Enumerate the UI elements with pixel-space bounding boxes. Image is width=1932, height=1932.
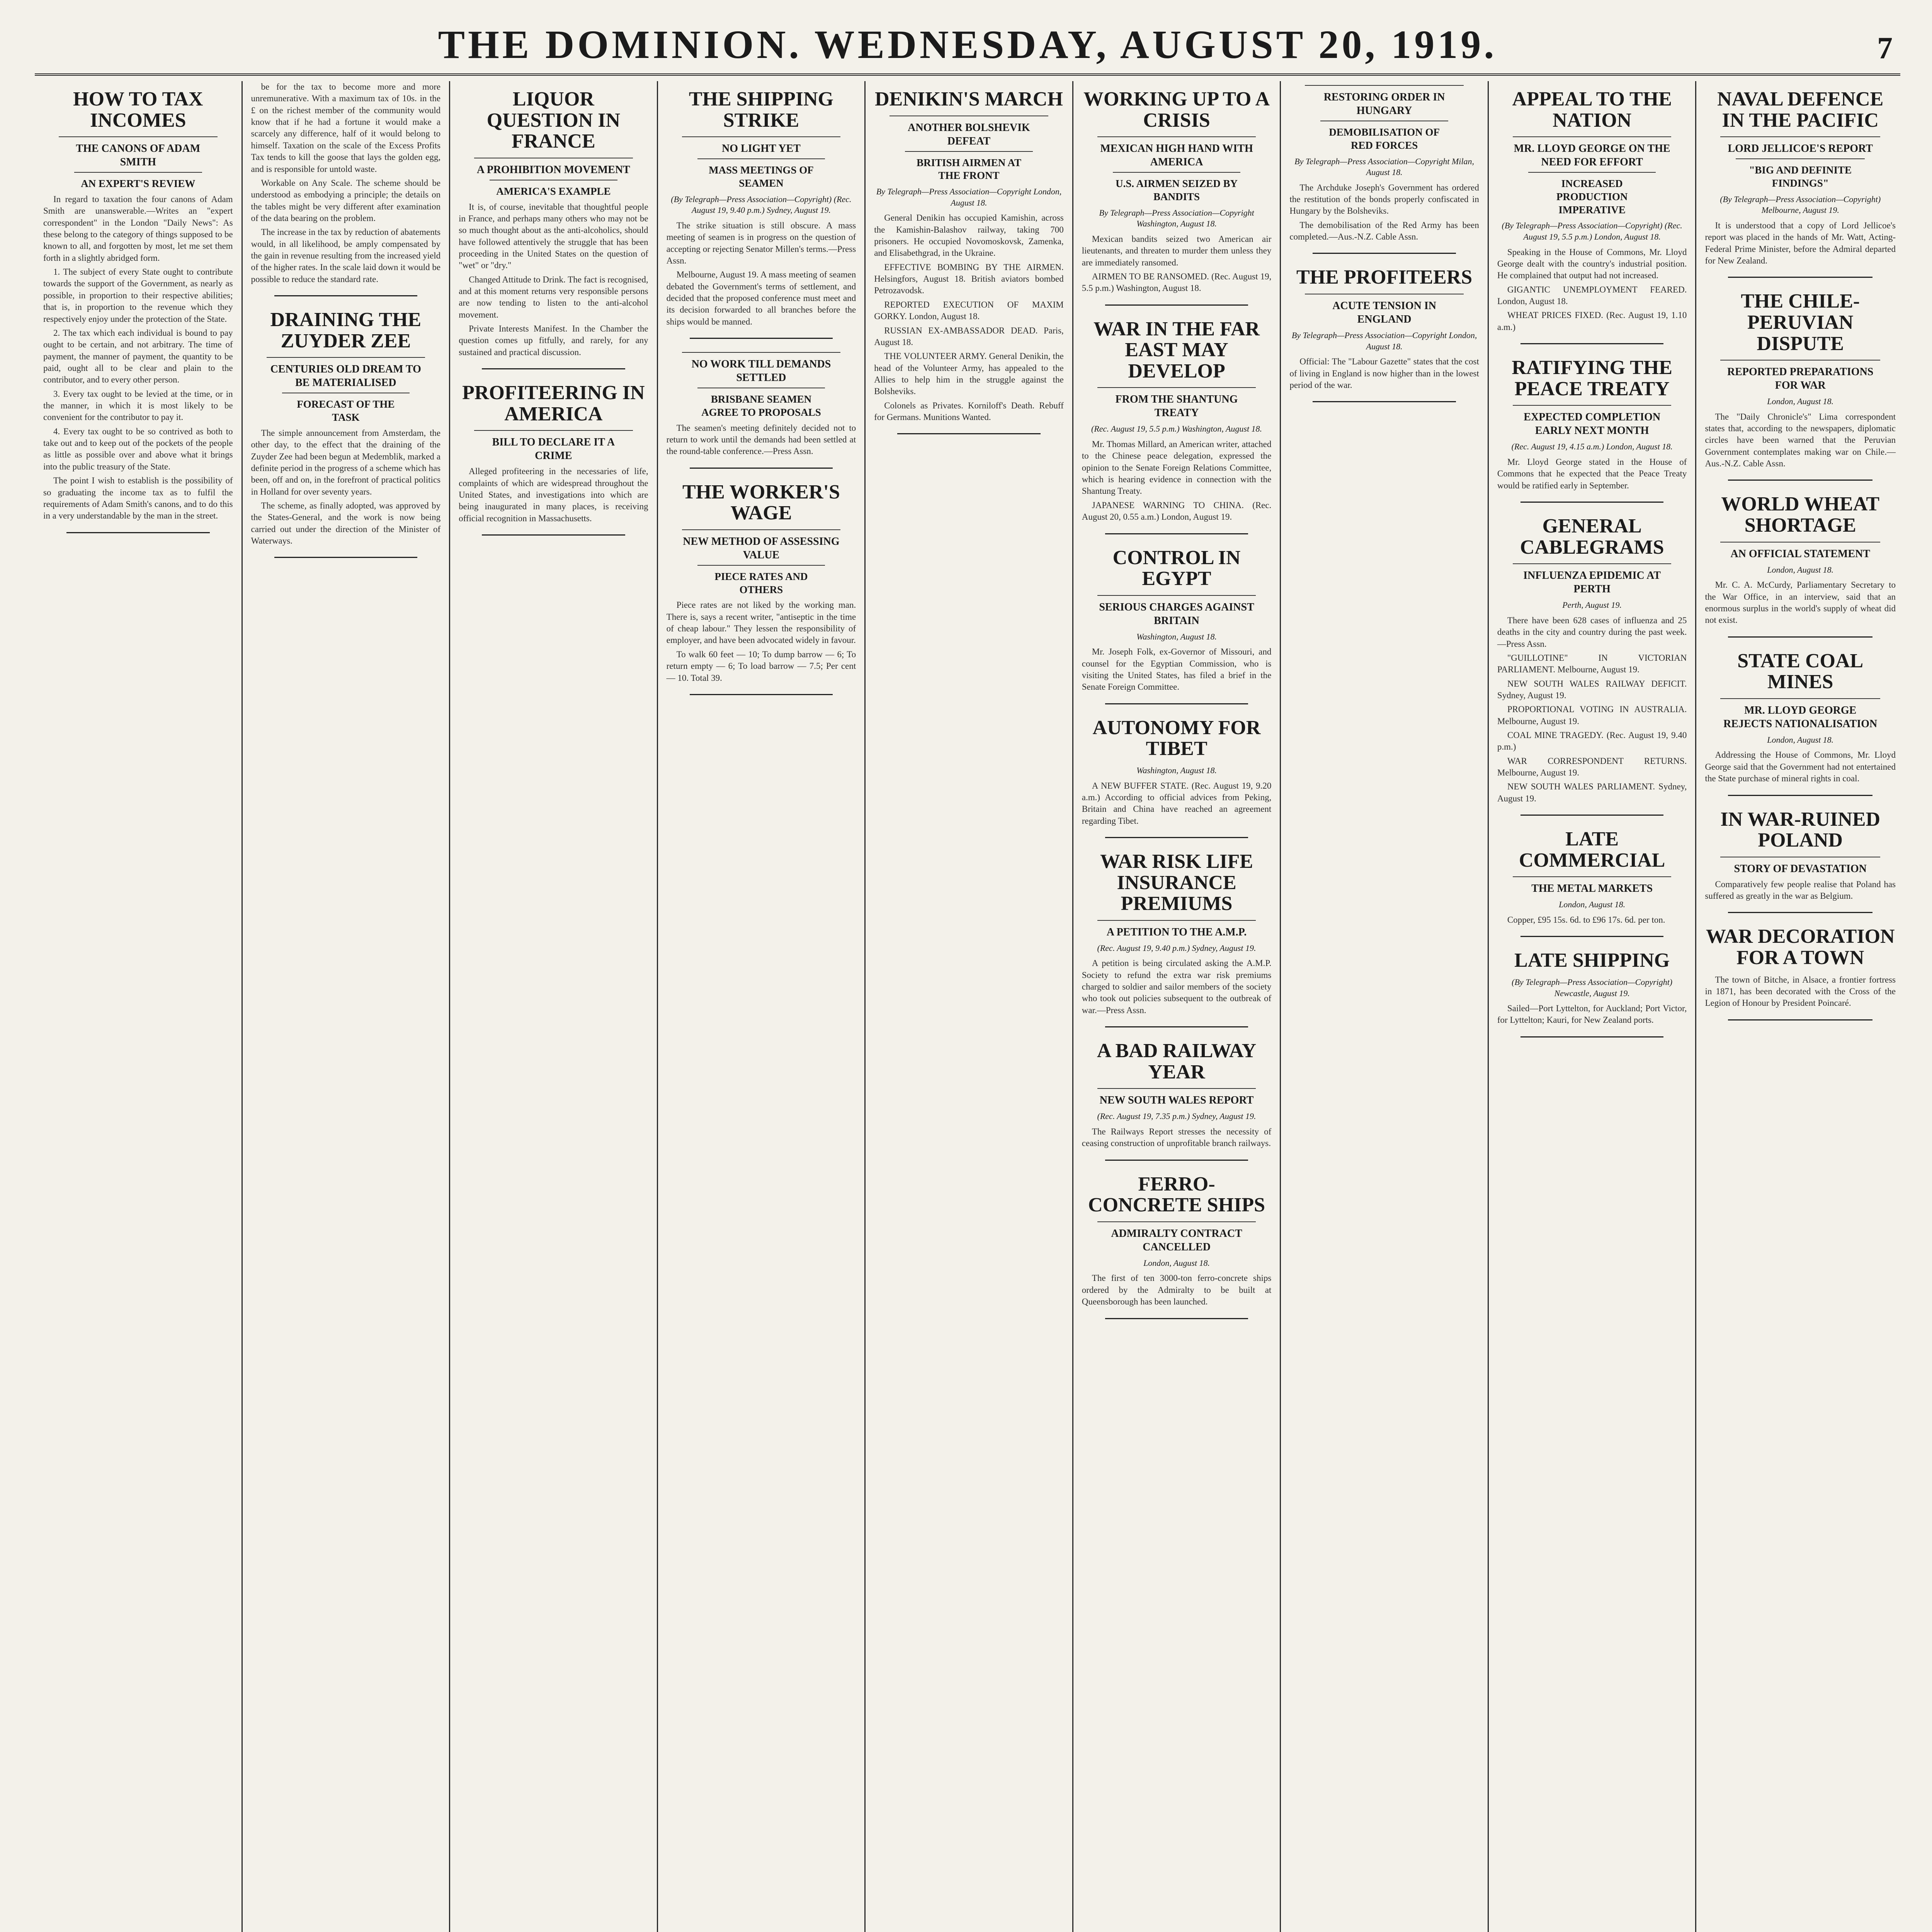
article-headline: THE SHIPPING STRIKE — [689, 88, 834, 131]
article-subheading: FROM THE SHANTUNG TREATY — [1097, 387, 1256, 420]
column-4 — [658, 81, 866, 1932]
article-headline: WORLD WHEAT SHORTAGE — [1721, 493, 1880, 537]
article-body — [1082, 233, 1272, 294]
column-9 — [1696, 81, 1904, 1932]
article-paragraph: RUSSIAN EX-AMBASSADOR DEAD. Paris, August 18. — [874, 325, 1064, 347]
article-headline: THE CHILE-PERUVIAN DISPUTE — [1741, 290, 1860, 355]
article-subheading: PIECE RATES AND OTHERS — [697, 565, 825, 597]
article-body — [1497, 914, 1687, 926]
article-paragraph: Alleged profiteering in the necessaries of life, complaints of which are widespread throughout the United States, and investigations into which are being inaugurated in many places, is receiving official recognition in Massachusetts. — [459, 466, 648, 523]
article-headline: IN WAR-RUINED POLAND — [1720, 808, 1881, 852]
article-subheading: ANOTHER BOLSHEVIK DEFEAT — [889, 116, 1048, 148]
article-body — [1289, 356, 1479, 391]
article-paragraph: Copper, £95 15s. 6d. to £96 17s. 6d. per ton. — [1507, 915, 1665, 925]
article-headline: PROFITEERING IN AMERICA — [462, 382, 645, 425]
article-dateline: Perth, August 19. — [1562, 600, 1622, 610]
article — [1705, 291, 1896, 481]
article-body — [1705, 974, 1896, 1009]
article-headline: THE PROFITEERS — [1296, 266, 1473, 289]
article — [1082, 89, 1272, 306]
article-divider — [274, 295, 418, 296]
article-divider — [1105, 1318, 1248, 1319]
article-body — [1082, 646, 1272, 693]
article-dateline: (By Telegraph—Press Association—Copyright) Melbourne, August 19. — [1720, 194, 1881, 215]
article-dateline: (Rec. August 19, 9.40 p.m.) Sydney, August 19. — [1097, 943, 1256, 953]
article-dateline: (Rec. August 19, 5.5 p.m.) Washington, August 18. — [1091, 424, 1262, 434]
article-paragraph: The Archduke Joseph's Government has ordered the restitution of the bonds properly confiscated in Hungary by the Bolsheviks. — [1289, 182, 1479, 216]
article-paragraph: It is, of course, inevitable that thoughtful people in France, and perhaps many others who may not be so much thought about as the anti-alcoholics, should have followed attentively the struggle that has been proceeding in the United States on the question of "wet" or "dry." — [459, 202, 648, 270]
article-headline: HOW TO TAX INCOMES — [73, 88, 203, 131]
article-dateline: London, August 18. — [1767, 565, 1834, 575]
article — [667, 482, 856, 695]
article-paragraph: EFFECTIVE BOMBING BY THE AIRMEN. Helsingfors, August 18. British aviators bombed Petrozavodsk. — [874, 262, 1064, 296]
article-divider — [1105, 1160, 1248, 1161]
article-body — [43, 194, 233, 522]
article — [667, 352, 856, 469]
article-headline: NAVAL DEFENCE IN THE PACIFIC — [1717, 88, 1884, 131]
article-paragraph: The "Daily Chronicle's" Lima correspondent states that, according to the newspapers, diplomatic circles have been warned that the Peruvian Government contemplates making war on Chile.—Aus.-N.Z. Cable Assn. — [1705, 412, 1896, 469]
article-divider — [690, 468, 833, 469]
article-paragraph: REPORTED EXECUTION OF MAXIM GORKY. London, August 18. — [874, 299, 1064, 321]
article — [1497, 516, 1687, 816]
article — [667, 89, 856, 339]
article-body — [1705, 879, 1896, 902]
article — [1289, 85, 1479, 254]
article-divider — [897, 433, 1041, 434]
article-subheading: INCREASED PRODUCTION IMPERATIVE — [1528, 172, 1656, 216]
article-paragraph: NEW SOUTH WALES RAILWAY DEFICIT. Sydney, August 19. — [1497, 679, 1687, 700]
article-body — [1082, 780, 1272, 827]
article-subheading: NEW SOUTH WALES REPORT — [1097, 1088, 1256, 1107]
article-divider — [690, 338, 833, 339]
article-paragraph: Mr. Joseph Folk, ex-Governor of Missouri, and counsel for the Egyptian Commission, who is visiting the United States, has filed a brief in the Senate Foreign Committee. — [1082, 647, 1272, 692]
column-6 — [1073, 81, 1281, 1932]
article-paragraph: In regard to taxation the four canons of Adam Smith are unanswerable.—Writes an "expert correspondent" in the London "Daily News": As these belong to the category of things supposed to be known to all, and forgotten by most, let me set them forth in a slightly abridged form. — [43, 194, 233, 263]
article-paragraph: Sailed—Port Lyttelton, for Auckland; Port Victor, for Lyttelton; Kauri, for New Zealand ports. — [1497, 1003, 1687, 1025]
article — [1082, 851, 1272, 1027]
article-headline: DENIKIN'S MARCH — [875, 88, 1063, 110]
article-body — [1082, 1272, 1272, 1308]
article-divider — [1105, 533, 1248, 534]
article-paragraph: Changed Attitude to Drink. The fact is recognised, and at this moment returns very responsible persons are now tending to listen to the anti-alcohol movement. — [459, 274, 648, 320]
article-dateline: (Rec. August 19, 4.15 a.m.) London, August 18. — [1511, 442, 1673, 452]
article-divider — [1313, 253, 1456, 254]
article-subheading: ACUTE TENSION IN ENGLAND — [1305, 294, 1464, 326]
article — [251, 81, 441, 296]
article-paragraph: Comparatively few people realise that Poland has suffered as greatly in the war as Belgium. — [1705, 879, 1896, 901]
article-paragraph: Melbourne, August 19. A mass meeting of seamen debated the Government's terms of settlement, and decided that the proposed conference must meet and its decision forwarded to all branches before the ships would be manned. — [666, 270, 856, 327]
column-3 — [450, 81, 658, 1932]
article-body — [1497, 456, 1687, 492]
article-paragraph: WHEAT PRICES FIXED. (Rec. August 19, 1.10 a.m.) — [1497, 310, 1687, 332]
article-subheading: AMERICA'S EXAMPLE — [490, 180, 617, 198]
article-dateline: London, August 18. — [1143, 1258, 1210, 1268]
article-body — [874, 212, 1064, 423]
article-divider — [1520, 343, 1664, 344]
article-paragraph: COAL MINE TRAGEDY. (Rec. August 19, 9.40 p.m.) — [1497, 730, 1687, 752]
article-headline: LATE COMMERCIAL — [1519, 828, 1665, 871]
article-dateline: By Telegraph—Press Association—Copyright Washington, August 18. — [1099, 207, 1254, 229]
article-divider — [1520, 936, 1664, 937]
article-subheading: ADMIRALTY CONTRACT CANCELLED — [1097, 1221, 1256, 1254]
article — [1082, 718, 1272, 838]
article-subheading: BRISBANE SEAMEN AGREE TO PROPOSALS — [697, 388, 825, 419]
article-divider — [482, 368, 625, 369]
article-headline: FERRO-CONCRETE SHIPS — [1088, 1173, 1265, 1216]
article-subheading: THE CANONS OF ADAM SMITH — [59, 136, 218, 169]
article-subheading: INFLUENZA EPIDEMIC AT PERTH — [1513, 563, 1672, 596]
article-subheading: NO LIGHT YET — [682, 136, 841, 155]
article-dateline: (Rec. August 19, 7.35 p.m.) Sydney, August 19. — [1097, 1111, 1256, 1121]
article-divider — [690, 694, 833, 695]
article-subheading: DEMOBILISATION OF RED FORCES — [1320, 121, 1448, 152]
article-subheading: MEXICAN HIGH HAND WITH AMERICA — [1097, 136, 1256, 169]
article-paragraph: "GUILLOTINE" IN VICTORIAN PARLIAMENT. Melbourne, August 19. — [1497, 653, 1687, 675]
article-subheading: A PETITION TO THE A.M.P. — [1097, 920, 1256, 939]
article-paragraph: Mr. C. A. McCurdy, Parliamentary Secretary to the War Office, in an interview, said that an enormous surplus in the world's supply of wheat did not exist. — [1705, 580, 1896, 625]
article-paragraph: Workable on Any Scale. The scheme should be understood as embodying a principle; the details on the tables might be very different after examination of the data bearing on the problem. — [251, 178, 441, 223]
article-paragraph: General Denikin has occupied Kamishin, across the Kamishin-Balashov railway, taking 700 prisoners. He occupied Novomoskovsk, Zamenka, and Elisabethgrad, in the Ukraine. — [874, 213, 1064, 258]
article-divider — [1728, 795, 1872, 796]
article-paragraph: The first of ten 3000-ton ferro-concrete ships ordered by the Admiralty to be built at Queensborough has been launched. — [1082, 1273, 1272, 1307]
article — [1705, 89, 1896, 278]
article-headline: A BAD RAILWAY YEAR — [1097, 1040, 1257, 1083]
article-body — [667, 220, 856, 328]
article — [1082, 1174, 1272, 1319]
article-subheading: MR. LLOYD GEORGE REJECTS NATIONALISATION — [1720, 698, 1880, 731]
article-body — [1289, 182, 1479, 243]
article-subheading: MR. LLOYD GEORGE ON THE NEED FOR EFFORT — [1513, 136, 1672, 169]
article-headline: CONTROL IN EGYPT — [1112, 546, 1241, 590]
article-headline: WAR IN THE FAR EAST MAY DEVELOP — [1094, 318, 1260, 382]
article — [251, 310, 441, 558]
page-number: 7 — [1877, 31, 1893, 65]
article-dateline: London, August 18. — [1767, 735, 1834, 745]
article-paragraph: It is understood that a copy of Lord Jellicoe's report was placed in the hands of Mr. Watt, Acting-Federal Prime Minister, before the Admiral departed for New Zealand. — [1705, 220, 1896, 265]
article-paragraph: JAPANESE WARNING TO CHINA. (Rec. August 20, 0.55 a.m.) London, August 19. — [1082, 500, 1272, 522]
article-subheading: LORD JELLICOE'S REPORT — [1720, 136, 1880, 155]
article — [1082, 319, 1272, 534]
column-8 — [1489, 81, 1697, 1932]
article-paragraph: AIRMEN TO BE RANSOMED. (Rec. August 19, 5.5 p.m.) Washington, August 18. — [1082, 271, 1272, 293]
article-dateline: By Telegraph—Press Association—Copyright London, August 18. — [1291, 330, 1477, 351]
article-subheading: THE METAL MARKETS — [1513, 876, 1672, 895]
article-subheading: MASS MEETINGS OF SEAMEN — [697, 158, 825, 190]
article-divider — [1520, 1036, 1664, 1037]
article-headline: WAR DECORATION FOR A TOWN — [1706, 925, 1895, 969]
article-dateline: (By Telegraph—Press Association—Copyright) (Rec. August 19, 9.40 p.m.) Sydney, August 19. — [671, 194, 852, 215]
article-divider — [1728, 277, 1872, 278]
article-body — [1497, 615, 1687, 804]
article-body — [459, 201, 648, 359]
article — [1497, 357, 1687, 503]
article-body — [251, 427, 441, 547]
article-paragraph: 1. The subject of every State ought to contribute towards the support of the Government, as nearly as possible, in proportion to their respective abilities; that is, in proportion to the revenue which they respectively enjoy under the protection of the State. — [43, 267, 233, 324]
article-body — [1082, 439, 1272, 523]
article-paragraph: Private Interests Manifest. In the Chamber the question comes up fitfully, and rarely, for any sustained and practical discussion. — [459, 324, 648, 357]
article-body — [1705, 749, 1896, 784]
article-headline: APPEAL TO THE NATION — [1512, 88, 1672, 131]
column-7 — [1281, 81, 1489, 1932]
article-paragraph: To walk 60 feet — 10; To dump barrow — 6; To return empty — 6; To load barrow — 7.5; Per cent — 10. Total 39. — [666, 649, 856, 683]
article-divider — [1520, 502, 1664, 503]
article-divider — [1105, 1026, 1248, 1027]
article-paragraph: 3. Every tax ought to be levied at the time, or in the manner, in which it is most likely to be convenient for the contributor to pay it. — [43, 389, 233, 422]
article-subheading: BRITISH AIRMEN AT THE FRONT — [905, 151, 1033, 183]
article-paragraph: Mexican bandits seized two American air lieutenants, and threaten to murder them unless they are immediately ransomed. — [1082, 234, 1272, 267]
article — [1289, 267, 1479, 402]
article-headline: LATE SHIPPING — [1514, 949, 1670, 972]
article-paragraph: The scheme, as finally adopted, was approved by the States-General, and the work is now being carried out under the direction of the Minister of Waterways. — [251, 500, 441, 546]
article — [874, 89, 1064, 434]
article-body — [1082, 957, 1272, 1016]
article-subheading: AN EXPERT'S REVIEW — [74, 172, 202, 190]
article — [459, 89, 648, 369]
article-subheading: FORECAST OF THE TASK — [282, 393, 410, 424]
article-subheading: NEW METHOD OF ASSESSING VALUE — [682, 529, 841, 562]
article-paragraph: GIGANTIC UNEMPLOYMENT FEARED. London, August 18. — [1497, 284, 1687, 306]
article-paragraph: PROPORTIONAL VOTING IN AUSTRALIA. Melbourne, August 19. — [1497, 704, 1687, 726]
article-headline: STATE COAL MINES — [1737, 650, 1864, 693]
article-paragraph: Mr. Lloyd George stated in the House of Commons that he expected that the Peace Treaty would be ratified early in September. — [1497, 457, 1687, 490]
article-body — [251, 81, 441, 285]
article-paragraph: 4. Every tax ought to be so contrived as both to take out and to keep out of the pockets of the people as little as possible over and above what it brings into the public treasury of the State. — [43, 426, 233, 471]
article-headline: RATIFYING THE PEACE TREATY — [1512, 357, 1672, 400]
article-body — [459, 466, 648, 524]
article-paragraph: THE VOLUNTEER ARMY. General Denikin, the head of the Volunteer Army, has appealed to the Allies to help him in the struggle against the Bolsheviks. — [874, 351, 1064, 396]
article — [1082, 1041, 1272, 1161]
article-paragraph: WAR CORRESPONDENT RETURNS. Melbourne, August 19. — [1497, 756, 1687, 778]
article-dateline: Washington, August 18. — [1136, 631, 1217, 641]
column-1 — [35, 81, 243, 1932]
article-paragraph: be for the tax to become more and more unremunerative. With a maximum tax of 10s. in the £ on the richest member of the community would know that if he had a fortune it would make a scarcely any difference, half of it would belong to himself. Taxation on the scale of the Excess Profits Tax tends to kill the goose that lays the golden egg, and is responsible for untold waste. — [251, 82, 441, 174]
column-2 — [243, 81, 451, 1932]
article-paragraph: Official: The "Labour Gazette" states that the cost of living in England is now higher than in the lowest period of the war. — [1289, 357, 1479, 390]
article-dateline: London, August 18. — [1559, 900, 1626, 910]
article-headline: GENERAL CABLEGRAMS — [1520, 515, 1664, 558]
article-headline: THE WORKER'S WAGE — [682, 481, 840, 524]
article-columns — [35, 81, 1904, 1932]
article — [1497, 829, 1687, 937]
article-divider — [1105, 304, 1248, 306]
article-divider — [1728, 1019, 1872, 1020]
article-subheading: "BIG AND DEFINITE FINDINGS" — [1736, 158, 1865, 190]
article-subheading: RESTORING ORDER IN HUNGARY — [1305, 85, 1464, 117]
article-headline: WAR RISK LIFE INSURANCE PREMIUMS — [1100, 850, 1253, 915]
article-divider — [1105, 837, 1248, 838]
article-body — [1705, 579, 1896, 626]
article-paragraph: Mr. Thomas Millard, an American writer, attached to the Chinese peace delegation, expressed the opinion to the Senate Foreign Relations Committee, which is hearing evidence in connection with the Shantung Treaty. — [1082, 439, 1272, 496]
article-subheading: EXPECTED COMPLETION EARLY NEXT MONTH — [1513, 405, 1672, 437]
article-subheading: STORY OF DEVASTATION — [1720, 857, 1880, 876]
article — [1705, 809, 1896, 913]
article — [43, 89, 233, 533]
article-headline: WORKING UP TO A CRISIS — [1083, 88, 1270, 131]
article-paragraph: A petition is being circulated asking the A.M.P. Society to refund the extra war risk premiums charged to soldier and sailor members of the society who took out policies subsequent to the outbreak of war.—Press Assn. — [1082, 958, 1272, 1015]
article — [1705, 494, 1896, 637]
article — [1705, 926, 1896, 1020]
article-paragraph: The demobilisation of the Red Army has been completed.—Aus.-N.Z. Cable Assn. — [1289, 220, 1479, 242]
article-body — [1497, 1003, 1687, 1026]
article-divider — [1520, 815, 1664, 816]
article-paragraph: NEW SOUTH WALES PARLIAMENT. Sydney, August 19. — [1497, 782, 1687, 803]
article-paragraph: The point I wish to establish is the possibility of so graduating the income tax as to fulfil the requirements of Adam Smith's canons, and to do this in a very understandable by the man in the street. — [43, 476, 233, 521]
article-paragraph: Piece rates are not liked by the working man. There is, says a recent writer, "antiseptic in the time of cheap labour." They lessen the responsibility of employer, and have been advocated widely in favour. — [666, 600, 856, 645]
article-paragraph: The simple announcement from Amsterdam, the other day, to the effect that the draining of the Zuyder Zee had been begun at Medemblik, marked a definite period in the progress of a scheme which has been, off and on, in the forefront of practical politics in Holland for over seventy years. — [251, 428, 441, 497]
article-body — [667, 422, 856, 457]
article-subheading: SERIOUS CHARGES AGAINST BRITAIN — [1097, 595, 1256, 628]
masthead — [35, 15, 1900, 76]
article-paragraph: Colonels as Privates. Korniloff's Death. Rebuff for Germans. Munitions Wanted. — [874, 400, 1064, 422]
article-body — [1705, 220, 1896, 267]
article-paragraph: The increase in the tax by reduction of abatements would, in all likelihood, be amply compensated by the gain in revenue resulting from the increased yield of the higher rates. In the scale laid down it would be possible to reduce the standard rate. — [251, 227, 441, 284]
article-paragraph: The Railways Report stresses the necessity of ceasing construction of unprofitable branch railways. — [1082, 1126, 1272, 1148]
article-paragraph: The town of Bitche, in Alsace, a frontier fortress in 1871, has been decorated with the Cross of the Legion of Honour by President Poincaré. — [1705, 975, 1896, 1008]
article — [1082, 548, 1272, 704]
article-paragraph: The seamen's meeting definitely decided not to return to work until the demands had been settled at the round-table conference.—Press Assn. — [666, 423, 856, 456]
article-dateline: (By Telegraph—Press Association—Copyright) Newcastle, August 19. — [1512, 977, 1673, 998]
article-subheading: U.S. AIRMEN SEIZED BY BANDITS — [1113, 172, 1241, 204]
article-divider — [482, 534, 625, 536]
masthead-title: THE DOMINION. WEDNESDAY, AUGUST 20, 1919. — [438, 22, 1497, 67]
article-divider — [1728, 636, 1872, 638]
article-subheading: REPORTED PREPARATIONS FOR WAR — [1720, 360, 1880, 392]
article-subheading: AN OFFICIAL STATEMENT — [1720, 542, 1880, 561]
article — [1497, 950, 1687, 1037]
article-subheading: BILL TO DECLARE IT A CRIME — [474, 430, 633, 463]
article-divider — [1728, 912, 1872, 913]
article-body — [1497, 247, 1687, 333]
column-5 — [866, 81, 1073, 1932]
article-dateline: (By Telegraph—Press Association—Copyright) (Rec. August 19, 5.5 p.m.) London, August 18. — [1502, 221, 1682, 242]
article-headline: LIQUOR QUESTION IN FRANCE — [486, 88, 621, 153]
article-body — [1082, 1126, 1272, 1150]
article-divider — [66, 532, 210, 533]
article-paragraph: A NEW BUFFER STATE. (Rec. August 19, 9.20 a.m.) According to official advices from Peking, Britain and China have reached an agreement regarding Tibet. — [1082, 781, 1272, 826]
article-paragraph: There have been 628 cases of influenza and 25 deaths in the city and country during the past week.—Press Assn. — [1497, 615, 1687, 649]
article — [1705, 651, 1896, 796]
article-headline: AUTONOMY FOR TIBET — [1092, 716, 1261, 760]
article-subheading: CENTURIES OLD DREAM TO BE MATERIALISED — [267, 357, 425, 389]
article-dateline: By Telegraph—Press Association—Copyright Milan, August 18. — [1294, 156, 1475, 177]
article-paragraph: Addressing the House of Commons, Mr. Lloyd George said that the Government had not entertained the State purchase of mineral rights in coal. — [1705, 750, 1896, 784]
article-body — [1705, 411, 1896, 470]
article-subheading: A PROHIBITION MOVEMENT — [474, 158, 633, 177]
article-body — [667, 599, 856, 684]
article-divider — [274, 557, 418, 558]
article-dateline: London, August 18. — [1767, 396, 1834, 406]
article-headline: DRAINING THE ZUYDER ZEE — [270, 309, 422, 352]
article-divider — [1313, 401, 1456, 402]
article-divider — [1728, 480, 1872, 481]
article-paragraph: Speaking in the House of Commons, Mr. Lloyd George dealt with the country's industrial position. He complained that output had not increased. — [1497, 247, 1687, 281]
article-divider — [1105, 703, 1248, 704]
article — [459, 383, 648, 536]
article — [1497, 89, 1687, 344]
article-dateline: Washington, August 18. — [1136, 765, 1217, 775]
article-paragraph: 2. The tax which each individual is bound to pay ought to be certain, and not arbitrary. The time of payment, the manner of payment, the quantity to be paid, ought all to be clear and plain to the contributor, and to every other person. — [43, 328, 233, 385]
article-dateline: By Telegraph—Press Association—Copyright London, August 18. — [876, 187, 1062, 207]
article-subheading: NO WORK TILL DEMANDS SETTLED — [682, 352, 841, 384]
article-paragraph: The strike situation is still obscure. A mass meeting of seamen is in progress on the question of accepting or rejecting Senator Millen's terms.—Press Assn. — [666, 220, 856, 265]
